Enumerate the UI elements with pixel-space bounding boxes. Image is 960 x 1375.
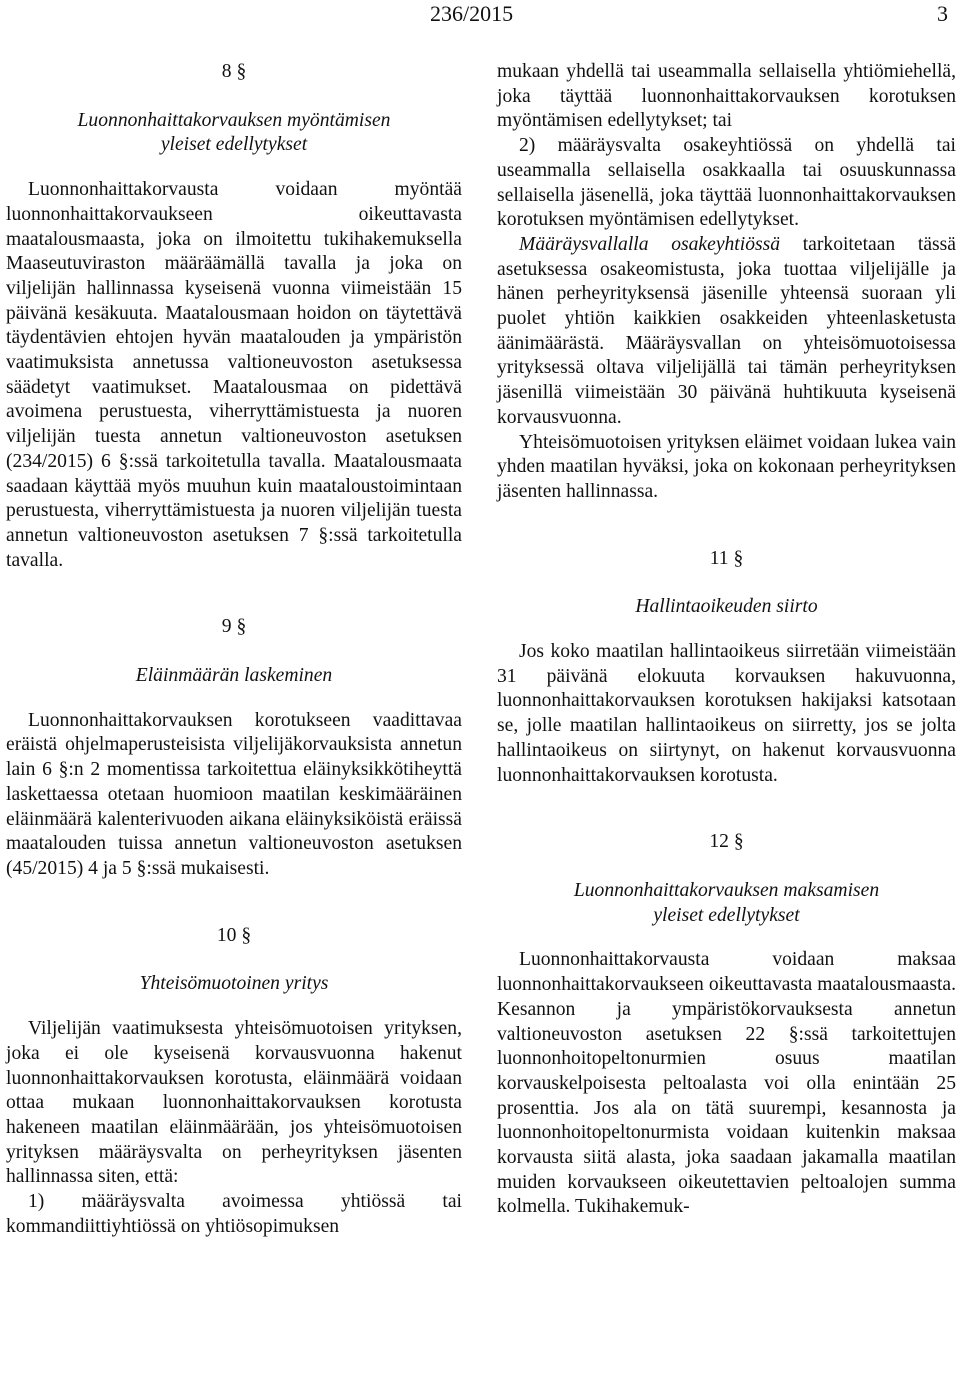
section-12-number: 12 §	[709, 831, 744, 853]
page-header	[0, 0, 960, 30]
section-11-title: Hallintaoikeuden siirto	[635, 596, 818, 618]
section-10-item-2: 2) määräysvalta osakeyhtiössä on yhdellä tai useammalla sellaisella osakkaalla tai osuuskunnassa sellaisella jäsenellä, joka täyttää luonnonhaittakorvauksen korotuksen myöntämisen edellytykset.	[497, 135, 956, 231]
section-10-paragraph-4: Yhteisömuotoisen yrityksen eläimet voidaan lukea vain yhden maatilan hyväksi, joka on kokonaan perheyrityksen jäsenten hallinnassa.	[497, 431, 956, 502]
section-8-number: 8 §	[221, 61, 247, 82]
section-8-title-line-1: Luonnonhaittakorvauksen myöntämisen	[77, 109, 391, 131]
left-column	[6, 60, 462, 1239]
section-10-number: 10 §	[216, 924, 252, 946]
document-number: 236/2015	[430, 1, 514, 26]
section-10-definition	[497, 233, 956, 431]
section-12-paragraph: Luonnonhaittakorvausta voidaan maksaa luonnonhaittakorvaukseen oikeuttavasta maatalousmaasta. Kesannon ja ympäristökorvauksesta annetun valtioneuvoston asetuksen 22 §:ssä tarkoitettujen luonnonhoitopeltonurmien osuus maatilan korvauskelpoisesta peltoalasta voi olla enintään 25 prosenttia. Jos ala on tätä suurempi, kesannosta ja luonnonhoitopeltonurmista voidaan kuitenkin maksaa korvausta siitä alasta, joka saadaan jakamalla maatilan muiden korvaukseen oikeutettavien peltoalojen summa kolmella. Tukihakemuk-	[497, 949, 956, 1218]
section-11-number: 11 §	[709, 547, 744, 569]
section-10-continued: mukaan yhdellä tai useammalla sellaisella yhtiömiehellä, joka täyttää luonnonhaittakorvauksen korotuksen myöntämisen edellytykset; tai	[497, 61, 956, 132]
section-8-title-line-2: yleiset edellytykset	[160, 134, 308, 156]
right-column	[497, 60, 956, 1220]
section-10-paragraph-2: 1) määräysvalta avoimessa yhtiössä tai kommandiittiyhtiössä on yhtiösopimuksen	[6, 1191, 462, 1237]
section-9-number: 9 §	[221, 616, 247, 638]
section-12-title-line-1: Luonnonhaittakorvauksen maksamisen	[573, 879, 880, 901]
section-10-paragraph-1: Viljelijän vaatimuksesta yhteisömuotoisen yrityksen, joka ei ole kyseisenä korvausvuonna hakenut luonnonhaittakorvauksen korotusta, eläinmäärä voidaan ottaa mukaan luonnonhaittakorvauksen korotusta hakeneen maatilan eläinmäärään, jos yhteisömuotoisen yrityksen määräysvalta on perheyrityksen jäsenten hallinnassa siten, että:	[6, 1018, 462, 1188]
defined-term: Määräysvallalla osakeyhtiössä	[519, 233, 781, 255]
section-8-paragraph: Luonnonhaittakorvausta voidaan myöntää luonnonhaittakorvaukseen oikeuttavasta maatalousmaasta, joka on ilmoitettu tukihakemuksella Maaseutuviraston määräämällä tavalla ja joka on viljelijän hallinnassa kyseisenä vuonna viimeistään 15 päivänä kesäkuuta. Maatalousmaan hoidon on täytettävä täydentävien ehtojen hyvän maatalouden ja ympäristön vaatimuksista annetussa valtioneuvoston asetuksessa säädetyt vaatimukset. Maatalousmaa on pidettävä avoimena perustuesta, viherryttämistuesta ja nuoren viljelijän tuesta annetun valtioneuvoston asetuksen (234/2015) 6 §:ssä tarkoitetulla tavalla. Maatalousmaata saadaan käyttää myös muuhun kuin maataloustoimintaan perustuesta, viherryttämistuesta ja nuoren viljelijän tuesta annetun valtioneuvoston asetuksen 7 §:ssä tarkoitetulla tavalla.	[6, 179, 462, 571]
section-10-title: Yhteisömuotoinen yritys	[139, 973, 329, 995]
page-number: 3	[937, 1, 948, 26]
section-9-paragraph: Luonnonhaittakorvauksen korotukseen vaadittavaa eräistä ohjelmaperusteisista viljelijäkorvauksista annetun lain 6 §:n 2 momentissa tarkoitettua eläinyksikkötiheyttä laskettaessa otetaan huomioon maatilan keskimääräinen eläinmäärä kalenterivuoden aikana eläinyksiköistä eräissä maatalouden tuissa annetun valtioneuvoston asetuksen (45/2015) 4 ja 5 §:ssä mukaisesti.	[6, 709, 462, 879]
section-9-title: Eläinmäärän laskeminen	[135, 665, 333, 687]
section-12-title-line-2: yleiset edellytykset	[653, 904, 800, 926]
section-11-paragraph: Jos koko maatilan hallintaoikeus siirretään viimeistään 31 päivänä elokuuta korvauksen hakuvuonna, luonnonhaittakorvauksen korotuksen hakijaksi katsotaan se, jolle maatilan hallintaoikeus on siirretty, jos se jolta hallintaoikeus on siirtynyt, on hakenut korvausvuonna luonnonhaittakorvauksen korotusta.	[497, 641, 956, 786]
definition-text: tarkoitetaan tässä asetuksessa osakeomistusta, joka tuottaa viljelijälle ja hänen perheyrityksensä jäsenille yhteensä suoraan yli puolet yhtiön kaikkien osakkeiden yhteenlasketusta äänimäärästä. Määräysvallan on yhteisömuotoisessa yrityksessä oltava viljelijällä tai tämän perheyrityksen jäsenillä viimeistään 30 päivänä huhtikuuta kyseisenä korvausvuonna.	[497, 233, 956, 428]
